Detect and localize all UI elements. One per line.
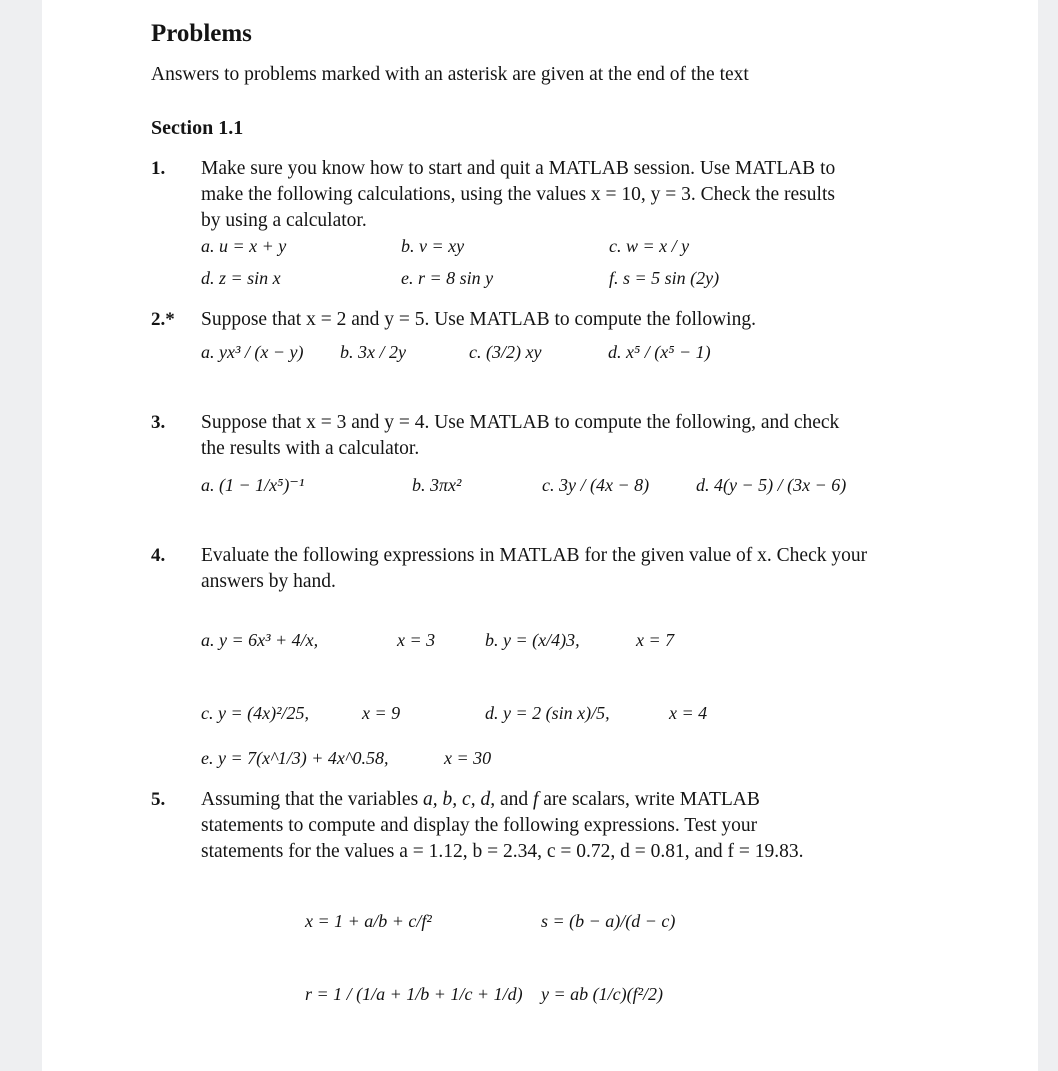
- problem-1-item: [401, 268, 493, 289]
- problem-4-item: [201, 630, 318, 651]
- item-expr: 3πx²: [430, 475, 462, 495]
- problem-2-item: [201, 342, 304, 363]
- item-expr: (3/2) xy: [486, 342, 542, 362]
- problem-3-text: Suppose that x = 3 and y = 4. Use MATLAB to compute the following, and check the results with a calculator.: [201, 412, 840, 459]
- item-expr: y = 2 (sin x)/5,: [503, 703, 610, 723]
- item-expr: 3x / 2y: [358, 342, 406, 362]
- problem-1-number: 1.: [151, 158, 166, 179]
- item-label: a.: [201, 236, 215, 256]
- item-given: x = 9: [362, 703, 401, 723]
- item-label: b.: [485, 630, 499, 650]
- section-heading: Section 1.1: [151, 117, 244, 139]
- item-label: c.: [469, 342, 482, 362]
- item-given: x = 4: [669, 703, 708, 723]
- item-label: c.: [609, 236, 622, 256]
- problem-1-text: Make sure you know how to start and quit a MATLAB session. Use MATLAB to make the following calculations, using the values x = 10, y = 3. Check the results by using a calculator.: [201, 158, 836, 231]
- problem-5-formula-x: x = 1 + a/b + c/f²: [305, 911, 432, 931]
- item-expr: 3y / (4x − 8): [559, 475, 650, 495]
- item-label: d.: [201, 268, 215, 288]
- item-label: f.: [609, 268, 619, 288]
- problem-4-item: [201, 748, 388, 769]
- item-label: b.: [340, 342, 354, 362]
- problem-2-text: Suppose that x = 2 and y = 5. Use MATLAB to compute the following.: [201, 309, 756, 330]
- item-expr: y = 6x³ + 4/x,: [219, 630, 319, 650]
- problem-1-item: [609, 268, 719, 289]
- item-label: d.: [485, 703, 499, 723]
- problem-5-number: 5.: [151, 789, 166, 810]
- item-label: d.: [696, 475, 710, 495]
- problem-4-number: 4.: [151, 545, 166, 566]
- problem-1-item: [201, 236, 286, 257]
- problem-2-number: 2.*: [151, 309, 175, 330]
- item-label: b.: [401, 236, 415, 256]
- item-expr: y = (x/4)3,: [503, 630, 580, 650]
- item-label: e.: [401, 268, 414, 288]
- item-expr: (1 − 1/x⁵)⁻¹: [219, 475, 305, 495]
- intro-text: Answers to problems marked with an asterisk are given at the end of the text: [151, 64, 749, 85]
- problem-3-item: [696, 475, 846, 496]
- problem-4-item: [201, 703, 309, 724]
- item-expr: s = 5 sin (2y): [623, 268, 720, 288]
- problem-5-text: Assuming that the variables a, b, c, d, and f are scalars, write MATLAB statements to compute and display the following expressions. Test your statements for the values a = 1.12, b = 2.34, c = 0.72, d = 0.81, and f = 19.83.: [201, 789, 804, 862]
- problem-3-item: [542, 475, 649, 496]
- problem-2-item: [469, 342, 541, 363]
- item-expr: w = x / y: [626, 236, 690, 256]
- item-given: x = 30: [444, 748, 492, 768]
- item-expr: y = (4x)²/25,: [218, 703, 310, 723]
- item-label: c.: [542, 475, 555, 495]
- item-label: a.: [201, 475, 215, 495]
- problem-3-item: [412, 475, 461, 496]
- problem-4-item: [485, 630, 580, 651]
- problem-3-number: 3.: [151, 412, 166, 433]
- item-label: a.: [201, 630, 215, 650]
- item-given: x = 7: [636, 630, 675, 650]
- item-label: a.: [201, 342, 215, 362]
- problem-5-formula-r: r = 1 / (1/a + 1/b + 1/c + 1/d): [305, 984, 523, 1004]
- item-label: d.: [608, 342, 622, 362]
- item-expr: x⁵ / (x⁵ − 1): [626, 342, 711, 362]
- item-expr: v = xy: [419, 236, 465, 256]
- item-label: e.: [201, 748, 214, 768]
- document-page: [42, 0, 1038, 1071]
- problem-4-text: Evaluate the following expressions in MATLAB for the given value of x. Check your answers by hand.: [201, 545, 868, 592]
- problem-5-formula-s: s = (b − a)/(d − c): [541, 911, 676, 931]
- problem-1-item: [201, 268, 281, 289]
- problem-3-item: [201, 475, 304, 496]
- page-title: Problems: [151, 20, 252, 47]
- item-expr: z = sin x: [219, 268, 281, 288]
- problem-2-item: [340, 342, 406, 363]
- problem-5-formula-y: y = ab (1/c)(f²/2): [541, 984, 664, 1004]
- item-expr: yx³ / (x − y): [219, 342, 304, 362]
- item-expr: y = 7(x^1/3) + 4x^0.58,: [218, 748, 389, 768]
- problem-2-item: [608, 342, 711, 363]
- problem-1-item: [401, 236, 464, 257]
- problem-4-item: [485, 703, 610, 724]
- item-label: c.: [201, 703, 214, 723]
- problem-1-item: [609, 236, 689, 257]
- item-given: x = 3: [397, 630, 436, 650]
- item-expr: r = 8 sin y: [418, 268, 494, 288]
- item-expr: 4(y − 5) / (3x − 6): [714, 475, 847, 495]
- item-expr: u = x + y: [219, 236, 287, 256]
- item-label: b.: [412, 475, 426, 495]
